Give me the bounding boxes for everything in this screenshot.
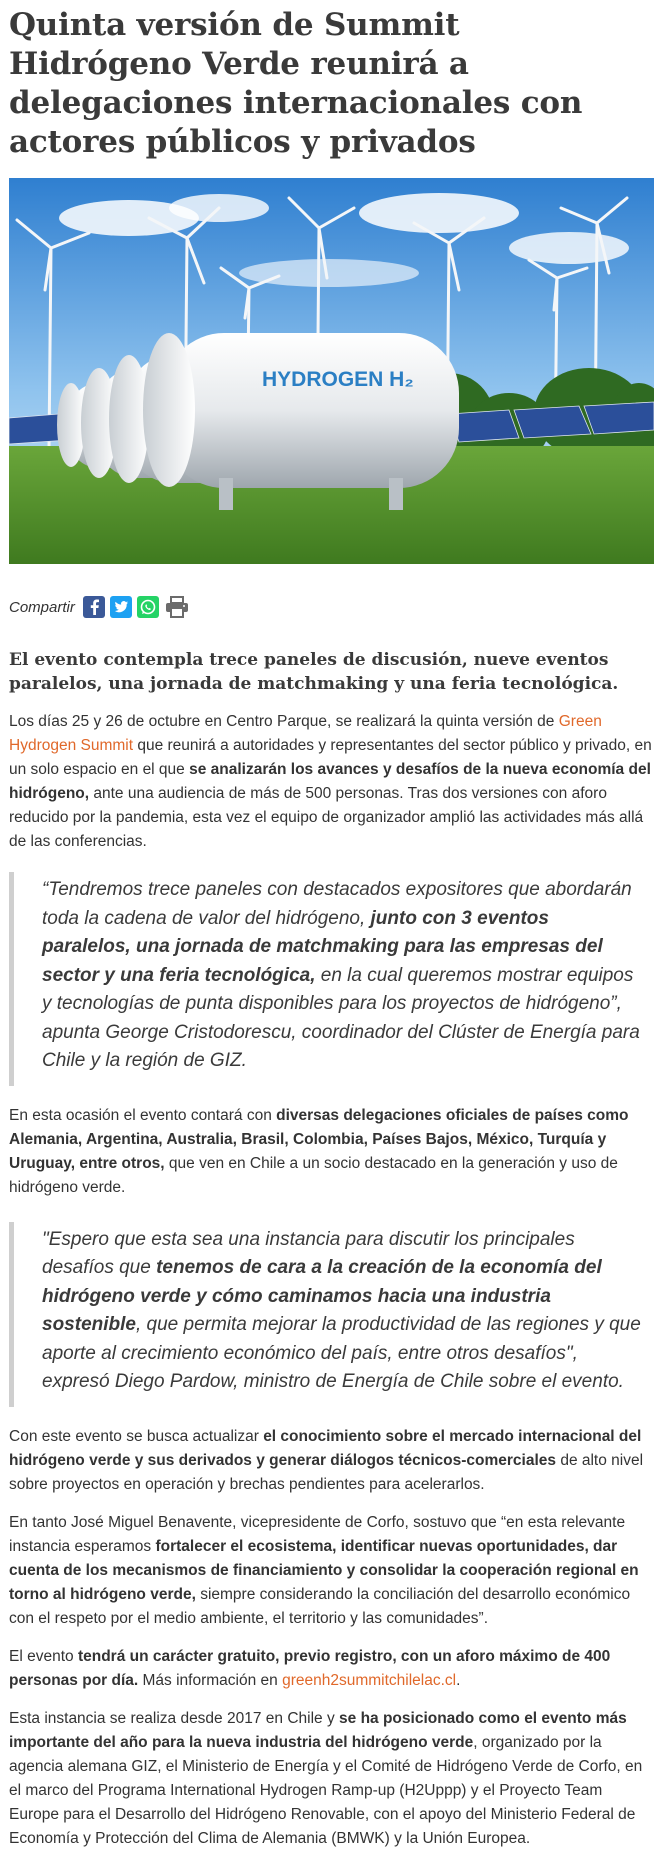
summit-website-link[interactable]: greenh2summitchilelac.cl [282, 1671, 457, 1689]
paragraph-2: En esta ocasión el evento contará con diversas delegaciones oficiales de países como Alemania, Argentina, Australia, Brasil, Colombia, Países Bajos, México, Turquía y Uruguay, entre otros, que ven en Chile a un socio destacado en la generación y uso de hidrógeno verde. [9, 1106, 629, 1196]
paragraph-1: Los días 25 y 26 de octubre en Centro Parque, se realizará la quinta versión de Green Hydrogen Summit que reunirá a autoridades y representantes del sector público y privado, en un solo espacio en el que se analizarán los avances y desafíos de la nueva economía del hidrógeno, ante una audiencia de más de 500 personas. Tras dos versiones con aforo reducido por la pandemia, esta vez el equipo de organizador amplió las actividades más allá de las conferencias. [9, 713, 652, 850]
paragraph-4: En tanto José Miguel Benavente, vicepresidente de Corfo, sostuvo que “en esta relevante instancia esperamos fortalecer el ecosistema, identificar nuevas oportunidades, dar cuenta de los mecanismos de financiamiento y consolidar la cooperación regional en torno al hidrógeno verde, siempre considerando la conciliación del desarrollo económico con el respeto por el medio ambiente, el territorio y las comunidades”. [9, 1513, 639, 1627]
print-icon[interactable] [164, 596, 190, 618]
article-lead: El evento contempla trece paneles de discusión, nueve eventos paralelos, una jornada de matchmaking y una feria tecnológica. [9, 650, 619, 694]
share-bar [9, 594, 654, 620]
twitter-icon[interactable] [110, 596, 132, 618]
green-hydrogen-summit-link[interactable]: Green Hydrogen Summit [9, 713, 602, 754]
share-label: Compartir [9, 598, 75, 616]
quote-pardow: "Espero que esta sea una instancia para discutir los principales desafíos que tenemos de cara a la creación de la economía del hidrógeno verde y cómo caminamos hacia una industria sostenible, que permita mejorar la productividad de las regiones y que aporte al crecimiento económico del país, entre otros desafíos", expresó Diego Pardow, ministro de Energía de Chile sobre el evento. [9, 1222, 654, 1407]
hero-image [9, 178, 654, 564]
paragraph-5: El evento tendrá un carácter gratuito, previo registro, con un aforo máximo de 400 personas por día. Más información en greenh2summitchilelac.cl. [9, 1647, 611, 1689]
quote-cristodorescu: “Tendremos trece paneles con destacados expositores que abordarán toda la cadena de valor del hidrógeno, junto con 3 eventos paralelos, una jornada de matchmaking para las empresas del sector y una feria tecnológica, en la cual queremos mostrar equipos y tecnologías de punta disponibles para los proyectos de hidrógeno”, apunta George Cristodorescu, coordinador del Clúster de Energía para Chile y la región de GIZ. [9, 872, 654, 1086]
whatsapp-icon[interactable] [137, 596, 159, 618]
hero-image-text: HYDROGEN H₂ [262, 368, 414, 391]
paragraph-6: Esta instancia se realiza desde 2017 en Chile y se ha posicionado como el evento más importante del año para la nueva industria del hidrógeno verde, organizado por la agencia alemana GIZ, el Ministerio de Energía y el Comité de Hidrógeno Verde de Corfo, en el marco del Programa International Hydrogen Ramp-up (H2Uppp) y el Proyecto Team Europe para el Desarrollo del Hidrógeno Renovable, con el apoyo del Ministerio Federal de Economía y Protección del Clima de Alemania (BMWK) y la Unión Europea. [9, 1709, 643, 1847]
facebook-icon[interactable] [83, 596, 105, 618]
paragraph-3: Con este evento se busca actualizar el conocimiento sobre el mercado internacional del hidrógeno verde y sus derivados y generar diálogos técnicos-comerciales de alto nivel sobre proyectos en operación y brechas pendientes para acelerarlos. [9, 1427, 644, 1493]
article-title: Quinta versión de Summit Hidrógeno Verde reunirá a delegaciones internacionales con actores públicos y privados [9, 7, 583, 160]
